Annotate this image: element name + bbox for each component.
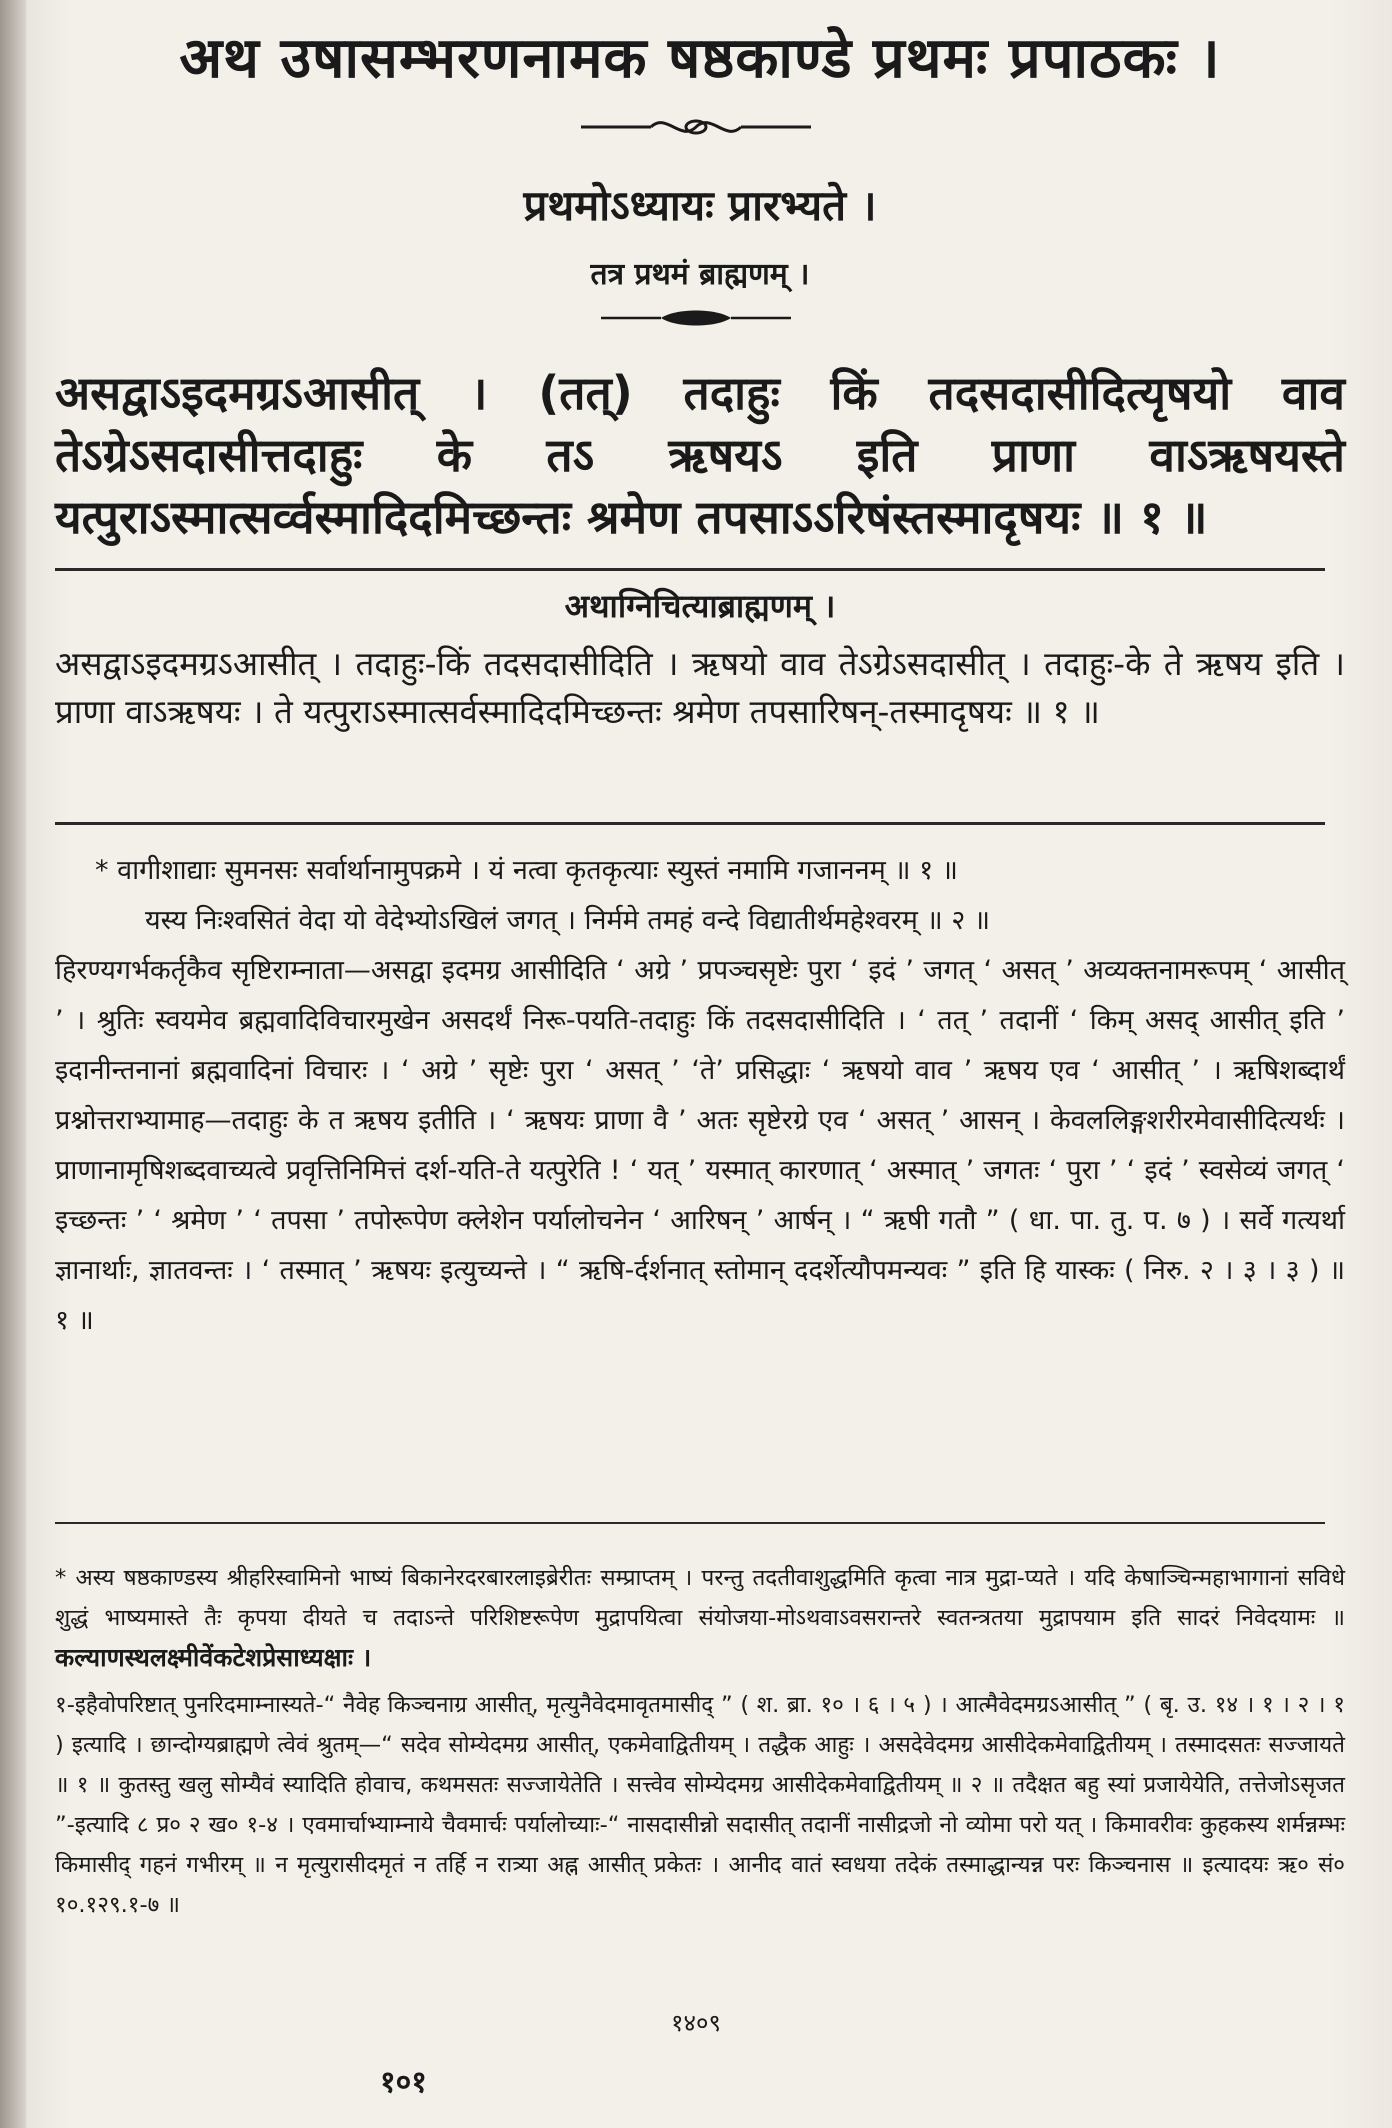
main-verse: असद्वाऽइदमग्रऽआसीत् । (तत्) तदाहुः किं तदसदासीदित्यृषयो वाव तेऽग्रेऽसदासीत्तदाहुः के तऽ ऋषयऽ इति प्राणा वाऽऋषयस्ते यत्पुराऽस्मात्सर्व्वस्मादिदमिच्छन्तः श्रमेण तपसाऽऽरिषंस्तस्मादृषयः ॥ १ ॥ xyxy=(55,366,1345,544)
flourish-icon xyxy=(581,112,811,142)
flourish-small-icon xyxy=(601,306,791,330)
commentary xyxy=(55,846,1345,1346)
footnote-star xyxy=(55,1558,1345,1679)
divider-rule-1 xyxy=(55,568,1325,571)
divider-rule-3 xyxy=(55,1522,1325,1524)
footnotes xyxy=(55,1558,1345,1925)
brahmana-heading: तत्र प्रथमं ब्राह्मणम् । xyxy=(590,257,810,292)
divider-rule-2 xyxy=(55,822,1325,825)
signature-mark: १४०९ xyxy=(671,2009,721,2037)
ornament-divider-small xyxy=(0,306,1392,334)
commentary-body: हिरण्यगर्भकर्तृकैव सृष्टिराम्नाता—असद्वा इदमग्र आसीदिति ‘ अग्रे ’ प्रपञ्चसृष्टेः पुरा ‘ इदं ’ जगत् ‘ असत् ’ अव्यक्तनामरूपम् ‘ आसीत् ’ । श्रुतिः स्वयमेव ब्रह्मवादिविचारमुखेन असदर्थं निरू-पयति-तदाहुः किं तदसदासीदिति । ‘ तत् ’ तदानीं ‘ किम् असद् आसीत् इति ’ इदानीन्तनानां ब्रह्मवादिनां विचारः । ‘ अग्रे ’ सृष्टेः पुरा ‘ असत् ’ ‘ते’ प्रसिद्धाः ‘ ऋषयो वाव ’ ऋषय एव ‘ आसीत् ’ । ऋषिशब्दार्थं प्रश्नोत्तराभ्यामाह—तदाहुः के त ऋषय इतीति । ‘ ऋषयः प्राणा वै ’ अतः सृष्टेरग्रे एव ‘ असत् ’ आसन् । केवललिङ्गशरीरमेवासीदित्यर्थः । प्राणानामृषिशब्दवाच्यत्वे प्रवृत्तिनिमित्तं दर्श-यति-ते यत्पुरेति ! ‘ यत् ’ यस्मात् कारणात् ‘ अस्मात् ’ जगतः ‘ पुरा ’ ‘ इदं ’ स्वसेव्यं जगत् ‘ इच्छन्तः ’ ‘ श्रमेण ’ ‘ तपसा ’ तपोरूपेण क्लेशेन पर्यालोचनेन ‘ आरिषन् ’ आर्षन् । “ ऋषी गतौ ” ( धा. पा. तु. प. ७ ) । सर्वे गत्यर्था ज्ञानार्थाः, ज्ञातवन्तः । ‘ तस्मात् ’ ऋषयः इत्युच्यन्ते । “ ऋषि-र्दर्शनात् स्तोमान् ददर्शेत्यौपमन्यवः ” इति हि यास्कः ( निरु. २ । ३ । ३ ) ॥ १ ॥ xyxy=(55,955,1345,1336)
page-number: १०१ xyxy=(380,2065,427,2100)
commentary-invocation-1: * वागीशाद्याः सुमनसः सर्वार्थानामुपक्रमे । यं नत्वा कृतकृत्याः स्युस्तं नमामि गजाननम् ॥ १ ॥ xyxy=(95,855,958,886)
section-heading: अथाग्निचित्याब्राह्मणम् । xyxy=(564,587,836,625)
section-verse: असद्वाऽइदमग्रऽआसीत् । तदाहुः-किं तदसदासीदिति । ऋषयो वाव तेऽग्रेऽसदासीत् । तदाहुः-के ते ऋषय इति । प्राणा वाऽऋषयः । ते यत्पुराऽस्मात्सर्वस्मादिदमिच्छन्तः श्रमेण तपसारिषन्-तस्मादृषयः ॥ १ ॥ xyxy=(55,644,1345,731)
commentary-invocation-2: यस्य निःश्वसितं वेदा यो वेदेभ्योऽखिलं जगत् । निर्ममे तमहं वन्दे विद्यातीर्थमहेश्वरम् ॥ २ ॥ xyxy=(145,905,991,936)
chapter-start-heading: प्रथमोऽध्यायः प्रारभ्यते । xyxy=(523,181,877,230)
footnote-1: १-इहैवोपरिष्टात् पुनरिदमाम्नास्यते-“ नैवेह किञ्चनाग्र आसीत्, मृत्युनैवेदमावृतमासीद् ” ( श. ब्रा. १० । ६ । ५ ) । आत्मैवेदमग्रऽआसीत् ” ( बृ. उ. १४ । १ । २ । १ ) इत्यादि । छान्दोग्यब्राह्मणे त्वेवं श्रुतम्—“ सदेव सोम्येदमग्र आसीत्, एकमेवाद्वितीयम् । तद्धैक आहुः । असदेवेदमग्र आसीदेकमेवाद्वितीयम् । तस्मादसतः सज्जायते ॥ १ ॥ कुतस्तु खलु सोम्यैवं स्यादिति होवाच, कथमसतः सज्जायेतेति । सत्त्वेव सोम्येदमग्र आसीदेकमेवाद्वितीयम् ॥ २ ॥ तदैक्षत बहु स्यां प्रजायेयेति, तत्तेजोऽसृजत ”-इत्यादि ८ प्र० २ ख० १-४ । एवमार्चाभ्याम्नाये चैवमार्चः पर्यालोच्याः-“ नासदासीन्नो सदासीत् तदानीं नासीद्रजो नो व्योमा परो यत् । किमावरीवः कुहकस्य शर्मन्नम्भः किमासीद् गहनं गभीरम् ॥ न मृत्युरासीदमृतं न तर्हि न रात्र्या अह्न आसीत् प्रकेतः । आनीद वातं स्वधया तदेकं तस्माद्धान्यन्न परः किञ्चनास ॥ इत्यादयः ऋ० सं० १०.१२९.१-७ ॥ xyxy=(55,1692,1345,1918)
page-title: अथ उषासम्भरणनामक षष्ठकाण्डे प्रथमः प्रपाठकः । xyxy=(179,26,1221,91)
ornament-divider-top xyxy=(0,112,1392,146)
footnote-star-text: * अस्य षष्ठकाण्डस्य श्रीहरिस्वामिनो भाष्यं बिकानेरदरबारलाइब्रेरीतः सम्प्राप्तम् । परन्तु तदतीवाशुद्धमिति कृत्वा नात्र मुद्रा-प्यते । यदि केषाञ्चिन्महाभागानां सविधे शुद्धं भाष्यमास्ते तैः कृपया दीयते च तदाऽन्ते परिशिष्टरूपेण मुद्रापयित्वा संयोजया-मोऽथवाऽवसरान्तरे स्वतन्त्रतया मुद्रापयाम इति सादरं निवेदयामः ॥ xyxy=(55,1565,1345,1631)
publisher-signature: कल्याणस्थलक्ष्मीवेंकटेशप्रेसाध्यक्षाः । xyxy=(55,1643,372,1672)
